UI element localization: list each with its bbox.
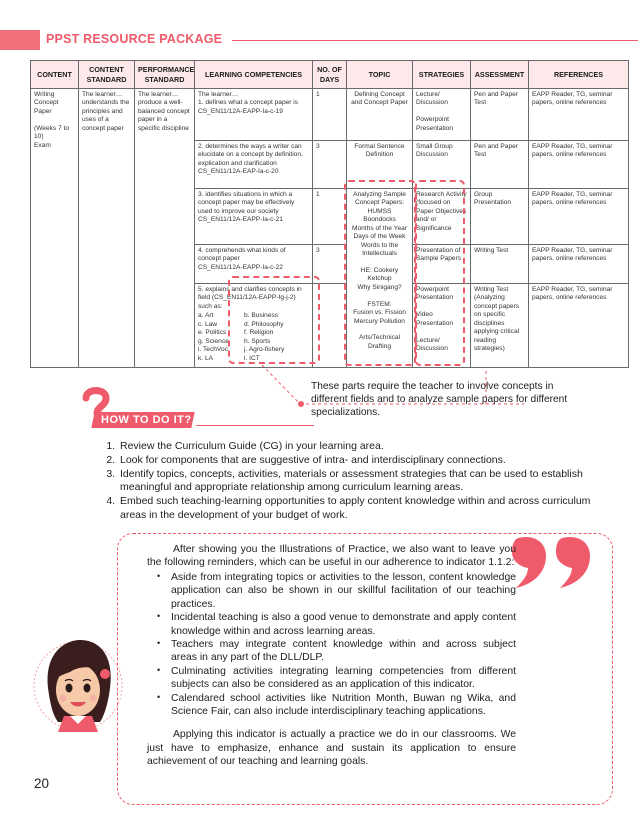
field-item: g. Science <box>198 337 229 345</box>
list-item: • Incidental teaching is also a good venue to demonstrate and apply content knowledge within and across learning areas. <box>147 611 516 638</box>
header-title: PPST RESOURCE PACKAGE <box>46 32 223 46</box>
strategies-cell: Presentation of Sample Papers <box>413 245 471 284</box>
howto-steps <box>100 440 600 523</box>
topic-cell: Analyzing Sample Concept Papers: HUMSS Boondocks Months of the Year Days of the Week Words to the Intellectuals HE: Cookery Ketchup Why Sinigang? FSTEM: Fusion vs. Fission Mercury Pollution Arts/Technical Drafting <box>347 189 413 368</box>
performance-standard-cell: The learner… produce a well-balanced concept paper in a specific discipline <box>135 89 195 368</box>
col-header: CONTENT STANDARD <box>79 61 135 89</box>
references-cell: EAPP Reader, TG, seminar papers, online references <box>529 141 629 189</box>
competency-cell: 3. identifies situations in which a concept paper may be effectively used to improve our society CS_EN11/12A-EAPP-Ia-c-21 <box>195 189 313 245</box>
field-item: i. TechVoc <box>198 346 228 354</box>
field-item: a. Art <box>198 312 214 320</box>
assessment-cell: Group Presentation <box>471 189 529 245</box>
col-header: LEARNING COMPETENCIES <box>195 61 313 89</box>
days-cell: 3 <box>313 245 347 284</box>
col-header: REFERENCES <box>529 61 629 89</box>
competency-cell <box>195 284 313 368</box>
field-item: l. ICT <box>244 354 260 362</box>
strategies-cell: Lecture/ Discussion Powerpoint Presentation <box>413 89 471 141</box>
teacher-illustration <box>30 630 126 738</box>
strategies-cell: Research Activity (focused on Paper Objectives and/ or Significance <box>413 189 471 245</box>
howto-rule <box>196 425 314 426</box>
reminders-closing: Applying this indicator is actually a practice we do in our classrooms. We just have to emphasize, enhance and sustain its application to ensure achievement of our teaching and learning goals. <box>147 729 516 768</box>
reminders-intro: After showing you the Illustrations of Practice, we also want to leave you the following reminders, which can be useful in our adherence to indicator 1.1.2: <box>147 544 516 569</box>
list-item: 2. Look for components that are suggestive of intra- and interdisciplinary connections. <box>118 454 600 468</box>
page-number: 20 <box>34 776 50 791</box>
content-cell: Writing Concept Paper (Weeks 7 to 10) Exam <box>31 89 79 368</box>
table-row <box>31 89 629 141</box>
field-item: d. Philosophy <box>244 320 284 328</box>
list-item: 1. Review the Curriculum Guide (CG) in your learning area. <box>118 440 600 454</box>
reminders-list <box>147 571 516 719</box>
list-item: • Aside from integrating topics or activities to the lesson, content knowledge application can also be shown in our skillful facilitation of our teaching practices. <box>147 571 516 611</box>
col-header: PERFORMANCE STANDARD <box>135 61 195 89</box>
howto-title: HOW TO DO IT? <box>101 414 192 426</box>
col-header: TOPIC <box>347 61 413 89</box>
header-accent-tab <box>0 30 40 50</box>
header-rule <box>232 40 638 41</box>
competency-cell: The learner… 1. defines what a concept paper is CS_EN11/12A-EAPP-Ia-c-19 <box>195 89 313 141</box>
list-item: 3. Identify topics, concepts, activities, materials or assessment strategies that can be used to establish meaningful and appropriate relationship among curriculum learning areas. <box>118 468 600 496</box>
fields-list <box>198 312 309 363</box>
field-item: f. Religion <box>244 329 274 337</box>
assessment-cell: Pen and Paper Test <box>471 89 529 141</box>
list-item: • Culminating activities integrating learning competencies from different subjects can also be considered as an application of this indicator. <box>147 665 516 692</box>
competency-cell: 4. comprehends what kinds of concept paper CS_EN11/12A-EAPP-Ia-c-22 <box>195 245 313 284</box>
topic-cell: Formal Sentence Definition <box>347 141 413 189</box>
col-header: ASSESSMENT <box>471 61 529 89</box>
days-cell: 1 <box>313 89 347 141</box>
assessment-cell: Writing Test <box>471 245 529 284</box>
col-header: CONTENT <box>31 61 79 89</box>
competency-text: 5. explains and clarifies concepts in field (CS_EN11/12A-EAPP-Ig-j-2) such as: <box>198 286 302 310</box>
strategies-cell: Small Group Discussion <box>413 141 471 189</box>
field-item: k. LA <box>198 354 214 362</box>
field-item: c. Law <box>198 320 218 328</box>
references-cell: EAPP Reader, TG, seminar papers, online references <box>529 245 629 284</box>
col-header: NO. OF DAYS <box>313 61 347 89</box>
days-cell: 3 <box>313 141 347 189</box>
content-standard-cell: The learner… understands the principles and uses of a concept paper <box>79 89 135 368</box>
col-header: STRATEGIES <box>413 61 471 89</box>
list-item: • Teachers may integrate content knowledge within and across subject areas in any part of the DLL/DLP. <box>147 638 516 665</box>
assessment-cell: Writing Test (Analyzing concept papers on specific disciplines applying critical reading strategies) <box>471 284 529 368</box>
field-item: j. Agro-fishery <box>244 346 285 354</box>
days-cell: 1 <box>313 189 347 245</box>
topic-cell: Defining Concept and Concept Paper <box>347 89 413 141</box>
strategies-cell: Powerpoint Presentation Video Presentation Lecture/ Discussion <box>413 284 471 368</box>
callout-note: These parts require the teacher to involve concepts in different fields and to analyze sample papers for different specializations. <box>311 381 568 419</box>
field-item: e. Politics <box>198 329 227 337</box>
table-header-row <box>31 61 629 89</box>
days-cell <box>313 284 347 368</box>
quote-mark-icon <box>510 532 596 590</box>
budget-of-work-table <box>30 60 629 368</box>
list-item: • Calendared school activities like Nutrition Month, Buwan ng Wika, and Science Fair, can also include interdisciplinary teaching applications. <box>147 692 516 719</box>
page-header <box>0 26 638 54</box>
references-cell: EAPP Reader, TG, seminar papers, online references <box>529 189 629 245</box>
list-item: 4. Embed such teaching-learning opportunities to apply content knowledge within and across curriculum areas in the development of your budget of work. <box>118 495 600 523</box>
field-item: h. Sports <box>244 337 271 345</box>
field-item: b. Business <box>244 312 279 320</box>
references-cell: EAPP Reader, TG, seminar papers, online references <box>529 284 629 368</box>
references-cell: EAPP Reader, TG, seminar papers, online references <box>529 89 629 141</box>
reminders-text <box>147 543 516 769</box>
assessment-cell: Pen and Paper Test <box>471 141 529 189</box>
competency-cell: 2. determines the ways a writer can elucidate on a concept by definition, explication and clarification CS_EN11/12A-EAP-Ia-c-20 <box>195 141 313 189</box>
